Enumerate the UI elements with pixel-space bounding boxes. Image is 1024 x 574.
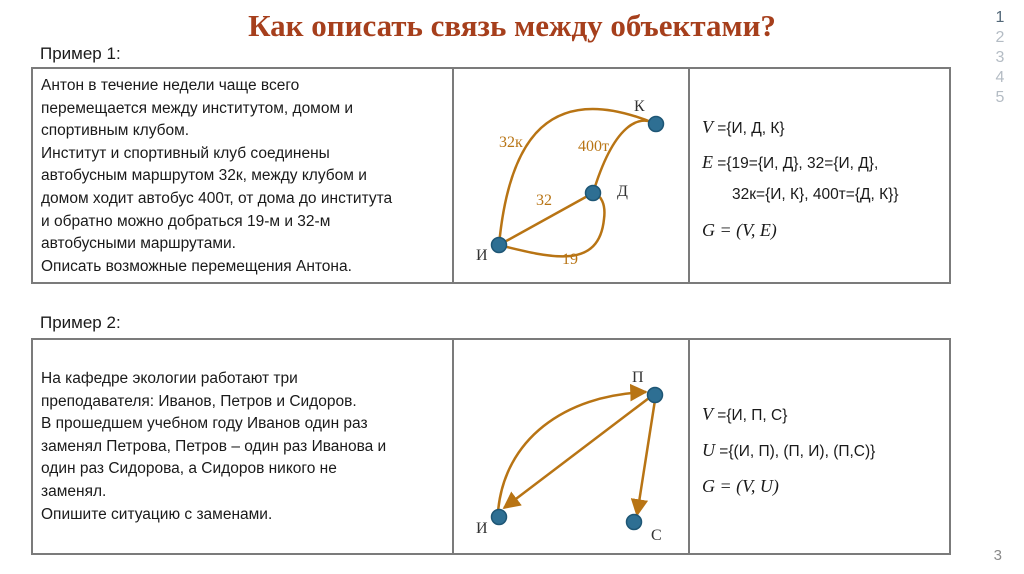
node-label-i: И — [476, 520, 488, 537]
formula-v — [702, 117, 785, 138]
nav-item-2[interactable]: 2 — [995, 29, 1005, 46]
example2-paragraph: На кафедре экологии работают три преподавателя: Иванов, Петров и Сидоров. — [41, 370, 357, 410]
formula-e — [702, 152, 878, 173]
formula-text: ={И, Д, К} — [713, 120, 785, 137]
slide-title: Как описать связь между объектами? — [248, 8, 776, 43]
edge-32k — [499, 109, 656, 245]
example1-formula — [690, 69, 949, 282]
example1-panel — [31, 67, 951, 284]
formula-text: ={(И, П), (П, И), (П,С)} — [715, 443, 876, 460]
node-i — [492, 238, 507, 253]
example2-label: Пример 2: — [40, 313, 121, 332]
example2-paragraph: Опишите ситуацию с заменами. — [41, 505, 273, 523]
edge-label-32: 32 — [536, 192, 552, 209]
page-number: 3 — [993, 547, 1002, 564]
example2-formula — [690, 340, 949, 553]
var-symbol: U — [702, 440, 715, 460]
example2-panel — [31, 338, 951, 555]
formula-e-cont: 32к={И, К}, 400т={Д, К}} — [732, 186, 899, 203]
var-symbol: G — [702, 476, 715, 496]
formula-g — [702, 220, 777, 241]
nav-item-1[interactable]: 1 — [995, 9, 1005, 26]
node-d — [586, 186, 601, 201]
node-label-s: С — [651, 527, 662, 544]
edge-p-to-s — [637, 400, 655, 515]
node-label-k: К — [634, 98, 645, 115]
example1-paragraph: Институт и спортивный клуб соединены автобусным маршрутом 32к, между клубом и домом ходит автобус 400т, от дома до института и обратно можно добраться 19-м и 32-м автобусными маршрутами. — [41, 144, 393, 253]
example1-graph — [454, 69, 690, 282]
node-p — [648, 388, 663, 403]
edge-label-19: 19 — [562, 251, 578, 268]
formula-text: = (V, U) — [715, 476, 779, 496]
example2-graph-svg — [454, 340, 686, 553]
nav-item-5[interactable]: 5 — [995, 89, 1005, 106]
formula-text: ={И, П, С} — [713, 407, 788, 424]
example2-graph — [454, 340, 690, 553]
nav-item-4[interactable]: 4 — [995, 69, 1005, 86]
example1-paragraph: Описать возможные перемещения Антона. — [41, 257, 352, 275]
formula-g — [702, 476, 779, 497]
formula-text: ={19={И, Д}, 32={И, Д}, — [713, 155, 879, 172]
example1-label: Пример 1: — [40, 44, 121, 63]
example2-text — [33, 340, 454, 553]
formula-v — [702, 404, 787, 425]
var-symbol: V — [702, 404, 713, 424]
node-k — [649, 117, 664, 132]
node-i — [492, 510, 507, 525]
slide-nav — [990, 8, 1010, 108]
node-label-i: И — [476, 247, 488, 264]
nav-item-3[interactable]: 3 — [995, 49, 1005, 66]
edge-i-to-p — [498, 392, 646, 512]
var-symbol: G — [702, 220, 715, 240]
example1-paragraph: Антон в течение недели чаще всего перемещается между институтом, домом и спортивным клубом. — [41, 77, 354, 140]
example1-text — [33, 69, 454, 282]
node-label-d: Д — [617, 183, 628, 200]
var-symbol: V — [702, 117, 713, 137]
var-symbol: E — [702, 152, 713, 172]
node-label-p: П — [632, 369, 644, 386]
formula-u — [702, 440, 875, 461]
example2-paragraph: В прошедшем учебном году Иванов один раз заменял Петрова, Петров – один раз Иванова и один раз Сидорова, а Сидоров никого не заменял. — [41, 415, 387, 500]
example1-graph-svg — [454, 69, 686, 282]
edge-label-400t: 400т — [578, 138, 609, 155]
node-s — [627, 515, 642, 530]
edge-label-32k: 32к — [499, 134, 523, 151]
formula-text: = (V, E) — [715, 220, 777, 240]
edge-p-to-i — [504, 398, 649, 508]
